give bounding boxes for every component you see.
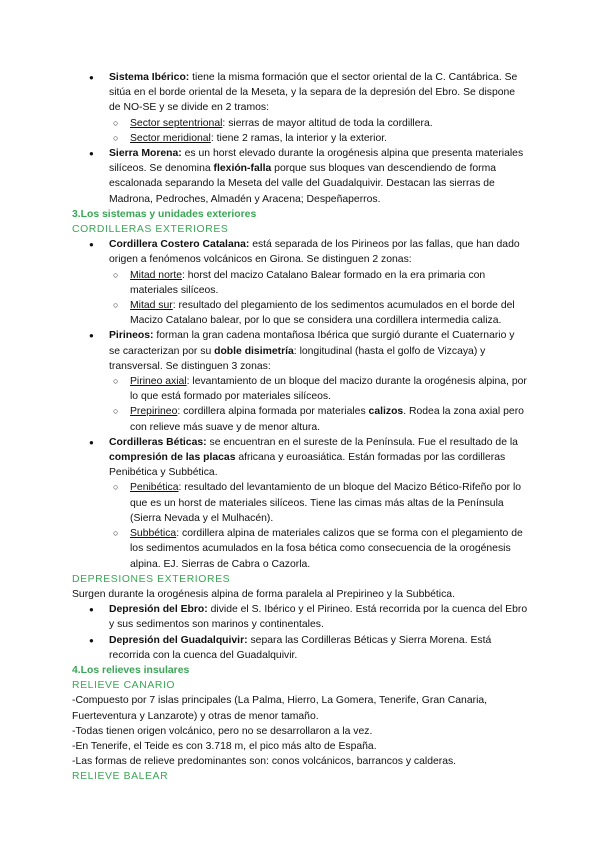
text-pirineo-axial: : levantamiento de un bloque del macizo durante la orogénesis alpina, por lo que está formado por materiales silíceos. [130, 376, 527, 403]
canario-line: -Todas tienen origen volcánico, pero no se desarrollaron a la vez. [72, 725, 373, 737]
list-item-pirineo-axial [72, 374, 528, 404]
text-penibetica: : resultado del levantamiento de un bloque del Macizo Bético-Rifeño por lo que es un horst de materiales silíceos. Tiene las cimas más altas de la Península (Sierra Nevada y el Mulhacén). [130, 482, 522, 524]
text-beticas-1: se encuentran en el sureste de la Península. Fue el resultado de la [206, 436, 518, 448]
text-depresion-ebro: divide el S. Ibérico y el Pirineo. Está recorrida por la cuenca del Ebro y sus sedimentos son marinos y continentales. [109, 604, 528, 631]
term-pirineo-axial: Pirineo axial [130, 376, 187, 388]
text-sierra-morena-2: porque sus bloques van descendiendo de forma escalonada separando la Meseta del valle del Guadalquivir. Destacan las sierras de Madrona, Pedroches, Almadén y Aracena; Despeñaperros. [109, 163, 497, 205]
list-item-depresion-ebro [72, 602, 528, 632]
term-sector-septentrional: Sector septentrional [130, 117, 223, 129]
bold-compresion-placas: compresión de las placas [109, 452, 236, 464]
list-item-sector-septentrional [72, 116, 528, 131]
term-subbetica: Subbética [130, 528, 177, 540]
list-item-cordilleras-beticas [72, 435, 528, 572]
term-sector-meridional: Sector meridional [130, 132, 211, 144]
text-costero-catalana: está separada de los Pirineos por las fallas, que han dado origen a fenómenos volcánicos en Girona. Se distinguen 2 zonas: [109, 239, 520, 266]
text-prepirineo-1: : cordillera alpina formada por materiales [177, 406, 369, 418]
costero-catalana-sublist [72, 268, 528, 329]
term-depresion-ebro: Depresión del Ebro: [109, 604, 208, 616]
text-sierra-morena-1: es un horst elevado durante la orogénesis alpina que presenta materiales silíceos. Se denomina [109, 148, 524, 175]
cordilleras-exteriores-list [72, 237, 528, 571]
list-item-mitad-norte [72, 268, 528, 298]
list-item-sierra-morena [72, 146, 528, 207]
term-sistema-iberico: Sistema Ibérico: [109, 72, 190, 83]
heading-section-3: 3.Los sistemas y unidades exteriores [72, 208, 257, 220]
subheading-relieve-canario: RELIEVE CANARIO [72, 680, 176, 692]
list-item-depresion-guadalquivir [72, 633, 528, 663]
text-prepirineo-2: . Rodea la zona axial pero con relieve más suave y de menor altura. [130, 406, 524, 433]
text-sector-meridional: : tiene 2 ramas, la interior y la exterior. [210, 132, 387, 144]
canario-line: -Compuesto por 7 islas principales (La Palma, Hierro, La Gomera, Tenerife, Gran Canaria, Fuerteventura y Lanzarote) y otras de menor tamaño. [72, 695, 488, 722]
text-sector-septentrional: : sierras de mayor altitud de toda la cordillera. [222, 117, 433, 129]
bold-flexion-falla: flexión-falla [213, 163, 272, 175]
text-mitad-sur: : resultado del plegamiento de los sedimentos acumulados en el borde del Macizo Catalano balear, por lo que se considera una cordillera intermedia caliza. [130, 300, 515, 327]
depresiones-intro: Surgen durante la orogénesis alpina de forma paralela al Prepirineo y la Subbética. [72, 588, 455, 600]
subheading-relieve-balear: RELIEVE BALEAR [72, 771, 169, 783]
macizo-units-list [72, 70, 528, 207]
list-item-sector-meridional [72, 131, 528, 146]
list-item-costero-catalana [72, 237, 528, 328]
text-pirineos-2: : longitudinal (hasta el golfo de Vizcaya) y transversal. Se distinguen 3 zonas: [109, 345, 486, 372]
text-pirineos-1: forman la gran cadena montañosa Ibérica que surgió durante el Cuaternario y se caracterizan por su [109, 330, 515, 357]
term-cordilleras-beticas: Cordilleras Béticas: [109, 436, 207, 448]
list-item-subbetica [72, 526, 528, 572]
pirineos-sublist [72, 374, 528, 435]
list-item-pirineos [72, 328, 528, 434]
text-mitad-norte: : horst del macizo Catalano Balear formado en la era primaria con materiales silíceos. [130, 269, 486, 296]
beticas-sublist [72, 480, 528, 571]
term-mitad-norte: Mitad norte [130, 269, 182, 281]
sistema-iberico-sublist [72, 116, 528, 146]
term-pirineos: Pirineos: [109, 330, 154, 342]
term-prepirineo: Prepirineo [130, 406, 178, 418]
subheading-cordilleras-exteriores: CORDILLERAS EXTERIORES [72, 224, 229, 236]
term-costero-catalana: Cordillera Costero Catalana: [109, 239, 250, 251]
canario-line: -Las formas de relieve predominantes son: conos volcánicos, barrancos y calderas. [72, 756, 457, 768]
bold-calizos: calizos [368, 406, 404, 418]
term-depresion-guadalquivir: Depresión del Guadalquivir: [109, 634, 248, 646]
text-depresion-guadalquivir: separa las Cordilleras Béticas y Sierra Morena. Está recorrida con la cuenca del Guadalquivir. [109, 634, 492, 661]
list-item-penibetica [72, 480, 528, 526]
text-beticas-2: africana y euroasiática. Están formadas por las cordilleras Penibética y Subbética. [109, 452, 506, 479]
term-mitad-sur: Mitad sur [130, 300, 173, 312]
heading-section-4: 4.Los relieves insulares [72, 664, 190, 676]
term-penibetica: Penibética [130, 482, 179, 494]
list-item-mitad-sur [72, 298, 528, 328]
bold-doble-disimetria: doble disimetría [214, 345, 294, 357]
text-subbetica: : cordillera alpina de materiales calizos que se forma con el plegamiento de los sedimentos acumulados en la fosa bética como consecuencia de la orogénesis alpina. EJ. Sierras de Cabra o Cazorla. [130, 528, 523, 570]
depresiones-list [72, 602, 528, 663]
text-sistema-iberico: tiene la misma formación que el sector oriental de la C. Cantábrica. Se sitúa en el borde oriental de la Meseta, y la separa de la depresión del Ebro. Se dispone de NO-SE y se divide en 2 tramos: [109, 72, 518, 114]
canario-line: -En Tenerife, el Teide es con 3.718 m, el pico más alto de España. [72, 740, 377, 752]
list-item-sistema-iberico [72, 70, 528, 146]
term-sierra-morena: Sierra Morena: [109, 148, 182, 160]
subheading-depresiones-exteriores: DEPRESIONES EXTERIORES [72, 573, 231, 585]
page-content [72, 70, 528, 785]
list-item-prepirineo [72, 404, 528, 434]
